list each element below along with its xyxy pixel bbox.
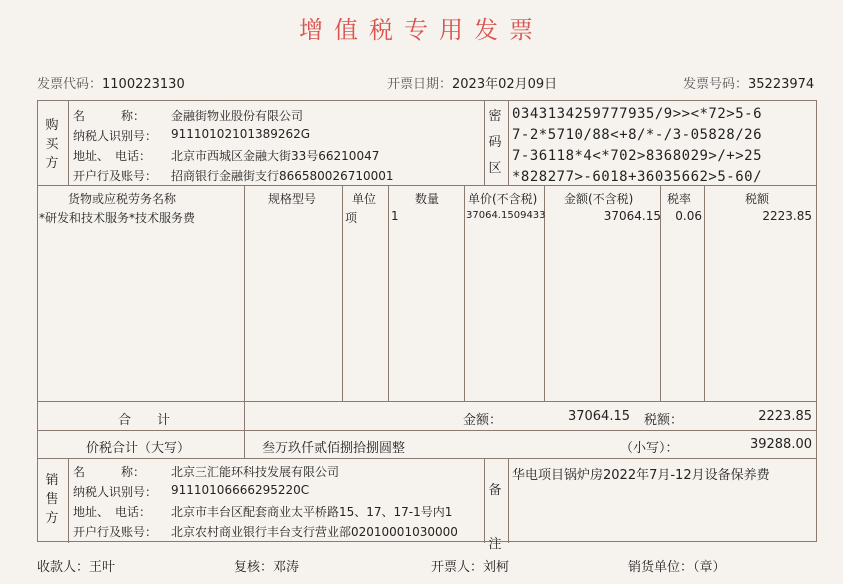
col-header-rate: 税率 [667, 192, 692, 206]
seller-address: 北京市丰台区配套商业太平桥路15、17、17-1号内1 [171, 505, 453, 519]
payee-value: 王叶 [89, 560, 116, 575]
col-header-qty: 数量 [415, 192, 440, 206]
seller-address-label: 地址、 电话： [73, 505, 152, 519]
invoice-number-label: 发票号码： [683, 77, 749, 92]
seller-tax-label: 纳税人识别号： [73, 485, 158, 499]
buyer-tax-id: 91110102101389262G [171, 127, 311, 141]
cipher-line: 7-2*5710/88<+8/*-/3-05828/26 [512, 127, 763, 143]
invoice-date [387, 73, 557, 92]
buyer-side-char: 购 [45, 118, 59, 133]
subtotal-tax: 2223.85 [758, 409, 812, 424]
drawer-label: 开票人： [431, 560, 484, 575]
seller-side-char: 方 [45, 511, 59, 526]
reviewer-label: 复核： [234, 560, 274, 575]
cipher-line: 0343134259777935/9>><*72>5-6 [512, 106, 763, 122]
invoice-date-label: 开票日期： [387, 77, 453, 92]
buyer-tax-label: 纳税人识别号： [73, 129, 158, 143]
item-qty: 1 [391, 209, 399, 223]
item-unit: 项 [345, 211, 358, 225]
seller-bank: 北京农村商业银行丰台支行营业部02010001030000 [171, 525, 458, 539]
subtotal-amount-label: 金额： [463, 413, 503, 428]
buyer-address: 北京市西城区金融大街33号66210047 [171, 149, 380, 163]
total-small: 39288.00 [749, 437, 812, 452]
col-header-unit: 单位 [352, 192, 377, 206]
item-tax: 2223.85 [762, 209, 812, 223]
seller-side-label [42, 471, 62, 528]
grid-line [68, 101, 69, 185]
cipher-side-char: 码 [488, 135, 502, 150]
cipher-side-label [485, 104, 505, 182]
cipher-text [512, 104, 762, 188]
footer-reviewer [234, 556, 299, 575]
invoice-code-label: 发票代码： [37, 77, 103, 92]
cipher-side-char: 区 [488, 161, 502, 176]
seller-tax-id: 91110106666295220C [171, 483, 310, 497]
grid-line [508, 458, 509, 543]
grid-line [508, 101, 509, 185]
total-words: 叁万玖仟贰佰捌拾捌圆整 [262, 441, 406, 456]
item-rate: 0.06 [675, 209, 702, 223]
remark-side-char: 注 [488, 537, 502, 552]
col-header-spec: 规格型号 [268, 192, 317, 206]
footer-payee [37, 556, 115, 575]
subtotal-amount: 37064.15 [567, 409, 630, 424]
buyer-bank: 招商银行金融街支行866580026710001 [171, 169, 394, 183]
invoice-number-value: 35223974 [748, 77, 815, 92]
invoice-title: 增值税专用发票 [299, 16, 544, 44]
remark-side-char: 备 [488, 483, 502, 498]
seller-name-label: 名 称： [73, 465, 146, 479]
col-header-price: 单价(不含税) [468, 192, 538, 206]
invoice-code [37, 73, 185, 92]
grid-line [38, 458, 816, 459]
item-name: *研发和技术服务*技术服务费 [39, 211, 196, 225]
remark-text: 华电项目锅炉房2022年7月-12月设备保养费 [512, 468, 770, 483]
item-price: 37064.1509433 [466, 210, 546, 221]
footer-drawer [431, 556, 509, 575]
grid-line [464, 185, 465, 401]
total-small-label: （小写）： [620, 441, 679, 456]
seller-seal-value: （章） [693, 560, 726, 575]
buyer-bank-label: 开户行及账号： [73, 169, 158, 183]
seller-seal-label: 销货单位： [628, 560, 694, 575]
invoice-code-value: 1100223130 [102, 77, 185, 92]
grid-line [38, 430, 816, 431]
cipher-line: *828277>-6018+36035662>5-60/ [512, 169, 763, 185]
drawer-value: 刘柯 [483, 560, 510, 575]
seller-bank-label: 开户行及账号： [73, 525, 158, 539]
cipher-line: 7-36118*4<*702>8368029>/+>25 [512, 148, 763, 164]
buyer-address-label: 地址、 电话： [73, 149, 152, 163]
payee-label: 收款人： [37, 560, 90, 575]
grid-line [38, 401, 816, 402]
grid-line [68, 458, 69, 543]
item-amount: 37064.15 [603, 209, 661, 223]
seller-side-char: 销 [45, 473, 59, 488]
buyer-name: 金融街物业股份有限公司 [171, 109, 304, 123]
footer-seller-seal [628, 556, 726, 575]
total-label: 价税合计（大写） [86, 441, 191, 456]
buyer-side-char: 方 [45, 156, 59, 171]
cipher-side-char: 密 [488, 109, 502, 124]
reviewer-value: 邓涛 [273, 560, 300, 575]
invoice-date-value: 2023年02月09日 [452, 77, 558, 92]
buyer-side-char: 买 [45, 137, 59, 152]
seller-side-char: 售 [45, 492, 59, 507]
invoice-number [683, 73, 814, 92]
grid-line [244, 185, 245, 458]
subtotal-label: 合 计 [118, 413, 171, 428]
subtotal-tax-label: 税额： [644, 413, 684, 428]
col-header-tax: 税额 [745, 192, 770, 206]
seller-name: 北京三汇能环科技发展有限公司 [171, 465, 340, 479]
grid-line [388, 185, 389, 401]
buyer-name-label: 名 称： [73, 109, 146, 123]
grid-line [342, 185, 343, 401]
col-header-amount: 金额(不含税) [564, 192, 634, 206]
col-header-name: 货物或应税劳务名称 [68, 192, 177, 206]
buyer-side-label [42, 116, 62, 173]
